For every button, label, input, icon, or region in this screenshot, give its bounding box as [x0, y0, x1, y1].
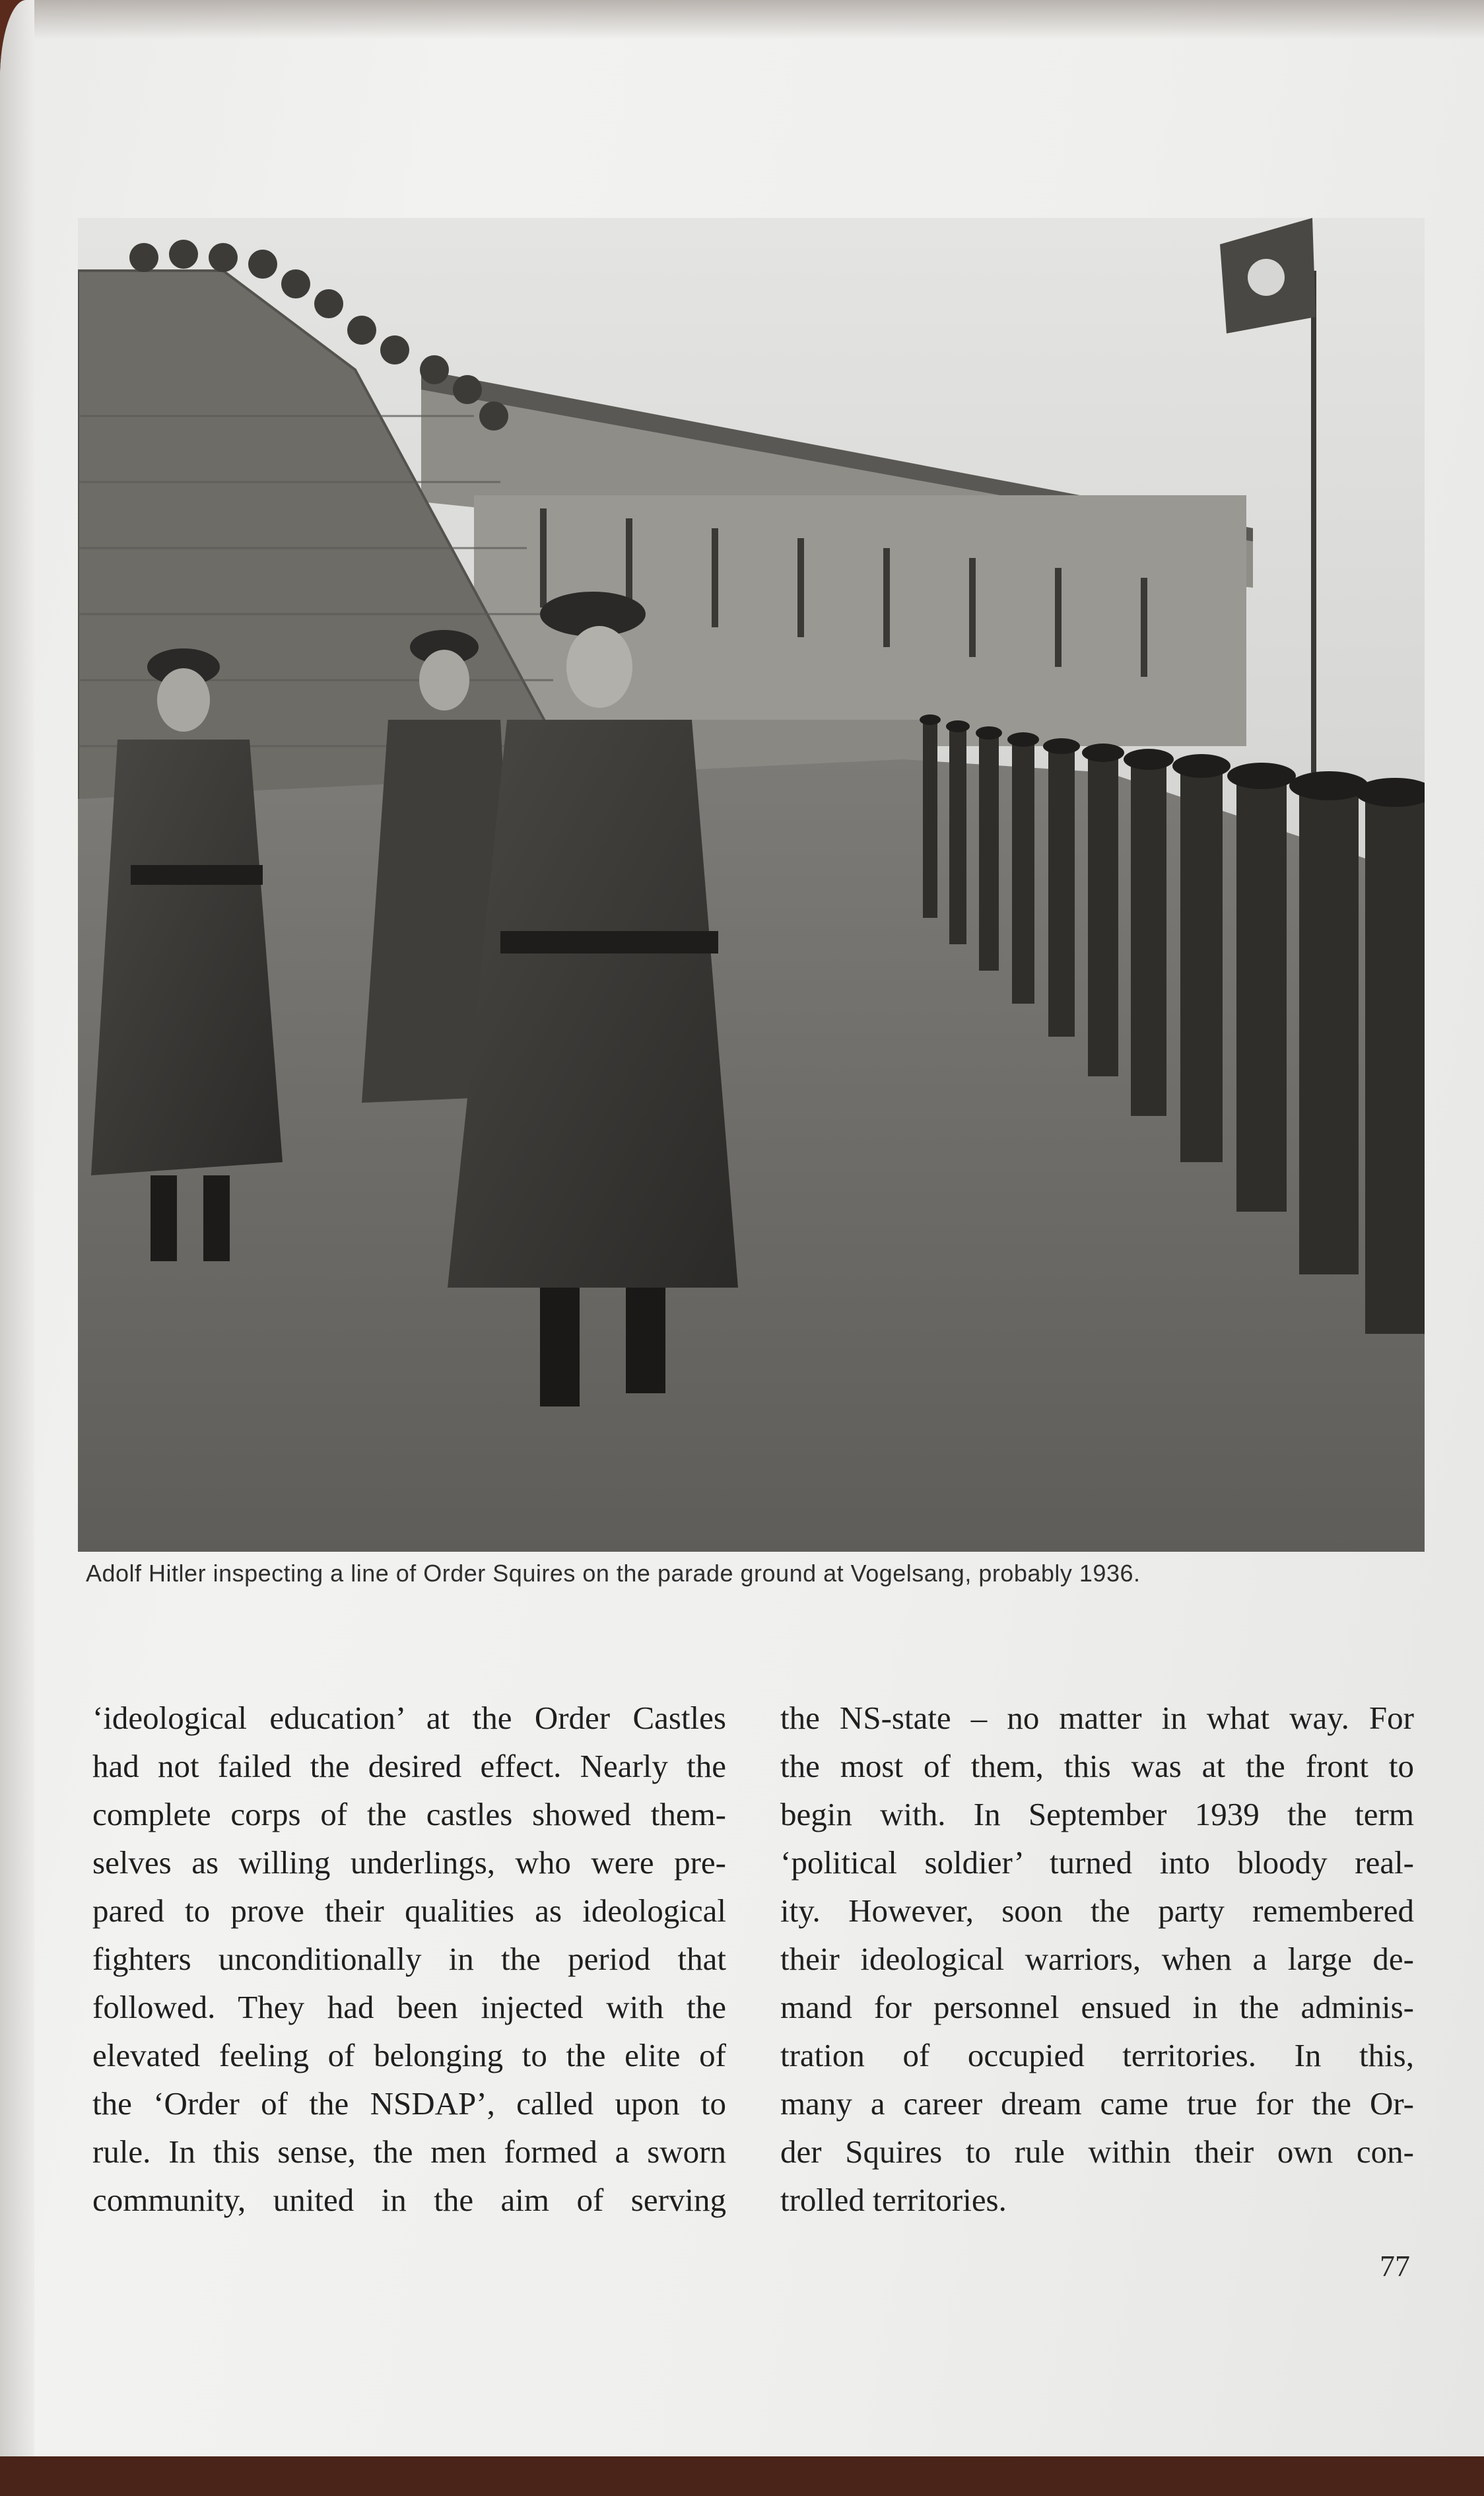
text-line: complete corps of the castles showed them- — [92, 1796, 726, 1832]
text-line: the ‘Order of the NSDAP’, called upon to — [92, 2085, 726, 2122]
text-column-left — [92, 1694, 726, 2224]
text-line: fighters unconditionally in the period that — [92, 1941, 726, 1977]
text-line: many a career dream came true for the Or- — [780, 2085, 1414, 2122]
text-line: ity. However, soon the party remembered — [780, 1892, 1414, 1929]
page-number: 77 — [1380, 2249, 1410, 2283]
photo-caption: Adolf Hitler inspecting a line of Order Squires on the parade ground at Vogelsang, probably 1936. — [86, 1560, 1141, 1587]
text-column-right — [780, 1694, 1414, 2224]
text-line: trolled territories. — [780, 2182, 1007, 2218]
text-line: pared to prove their qualities as ideological — [92, 1892, 726, 1929]
page-top-shadow — [0, 0, 1484, 40]
text-line: der Squires to rule within their own con- — [780, 2133, 1414, 2170]
text-line: mand for personnel ensued in the adminis- — [780, 1989, 1414, 2025]
text-line: selves as willing underlings, who were pre- — [92, 1844, 726, 1881]
text-line: the most of them, this was at the front to — [780, 1748, 1414, 1784]
text-line: tration of occupied territories. In this, — [780, 2037, 1414, 2073]
photo-parade-inspection — [78, 218, 1425, 1552]
page-gutter-edge — [0, 0, 34, 2496]
text-line: ‘ideological education’ at the Order Castles — [92, 1700, 726, 1736]
text-line: elevated feeling of belonging to the elite of — [92, 2037, 726, 2073]
text-line: ‘political soldier’ turned into bloody real- — [780, 1844, 1414, 1881]
page-bottom-edge — [0, 2456, 1484, 2496]
text-line: begin with. In September 1939 the term — [780, 1796, 1414, 1832]
text-line: community, united in the aim of serving — [92, 2182, 726, 2218]
text-line: followed. They had been injected with the — [92, 1989, 726, 2025]
text-line: rule. In this sense, the men formed a sworn — [92, 2133, 726, 2170]
photo-parade-inspection-icon — [78, 218, 1425, 1552]
text-line: their ideological warriors, when a large de- — [780, 1941, 1414, 1977]
text-line: had not failed the desired effect. Nearly the — [92, 1748, 726, 1784]
text-line: the NS-state – no matter in what way. For — [780, 1700, 1414, 1736]
